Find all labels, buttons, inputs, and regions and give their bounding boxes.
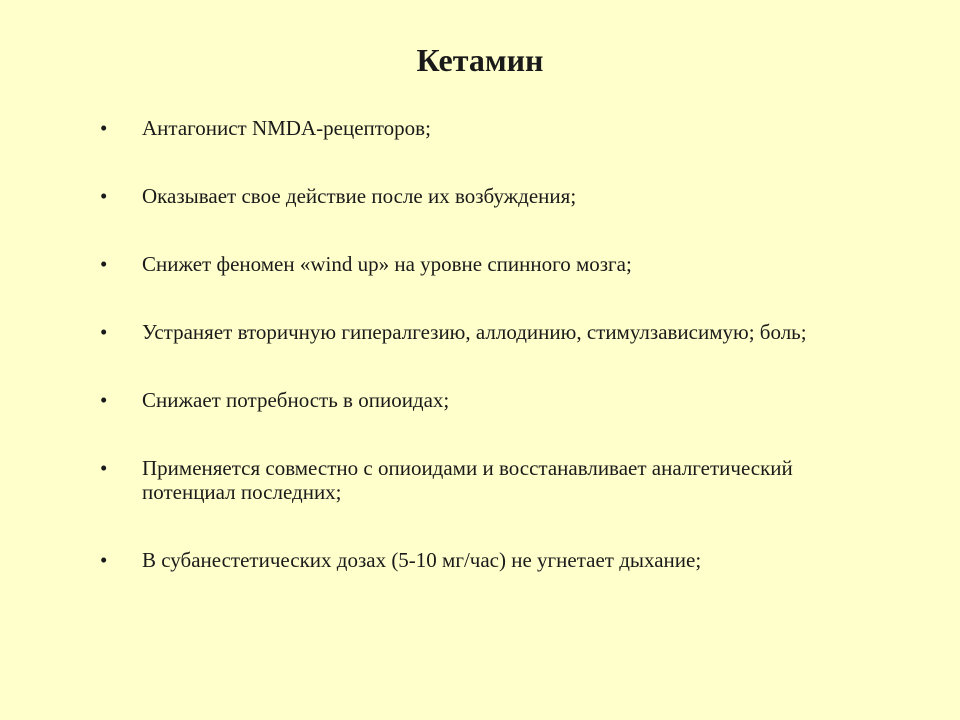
bullet-text: Снижет феномен «wind up» на уровне спинного мозга;	[142, 252, 632, 276]
bullet-text-line-2: потенциал последних;	[142, 480, 342, 504]
bullet-item-4	[100, 320, 920, 344]
bullet-text: Устраняет вторичную гипералгезию, аллодинию, стимулзависимую; боль;	[142, 320, 807, 344]
bullet-text: Антагонист NMDA-рецепторов;	[142, 116, 431, 140]
bullet-item-2	[100, 184, 920, 208]
bullet-dot-icon: •	[100, 388, 108, 412]
bullet-dot-icon: •	[100, 456, 108, 480]
bullet-text: В субанестетических дозах (5-10 мг/час) не угнетает дыхание;	[142, 548, 702, 572]
bullet-item-1	[100, 116, 920, 140]
bullet-item-5	[100, 388, 920, 412]
bullet-dot-icon: •	[100, 116, 108, 140]
bullet-item-6	[100, 456, 920, 504]
bullet-text: Снижает потребность в опиоидах;	[142, 388, 450, 412]
bullet-item-7	[100, 548, 920, 572]
bullet-dot-icon: •	[100, 320, 108, 344]
bullet-text: Оказывает свое действие после их возбуждения;	[142, 184, 577, 208]
bullet-dot-icon: •	[100, 184, 108, 208]
bullet-text-line-1: Применяется совместно с опиоидами и восстанавливает аналгетический	[142, 456, 793, 480]
bullet-item-3	[100, 252, 920, 276]
slide-title: Кетамин	[416, 42, 544, 78]
bullet-list	[100, 116, 920, 616]
bullet-dot-icon: •	[100, 252, 108, 276]
bullet-dot-icon: •	[100, 548, 108, 572]
